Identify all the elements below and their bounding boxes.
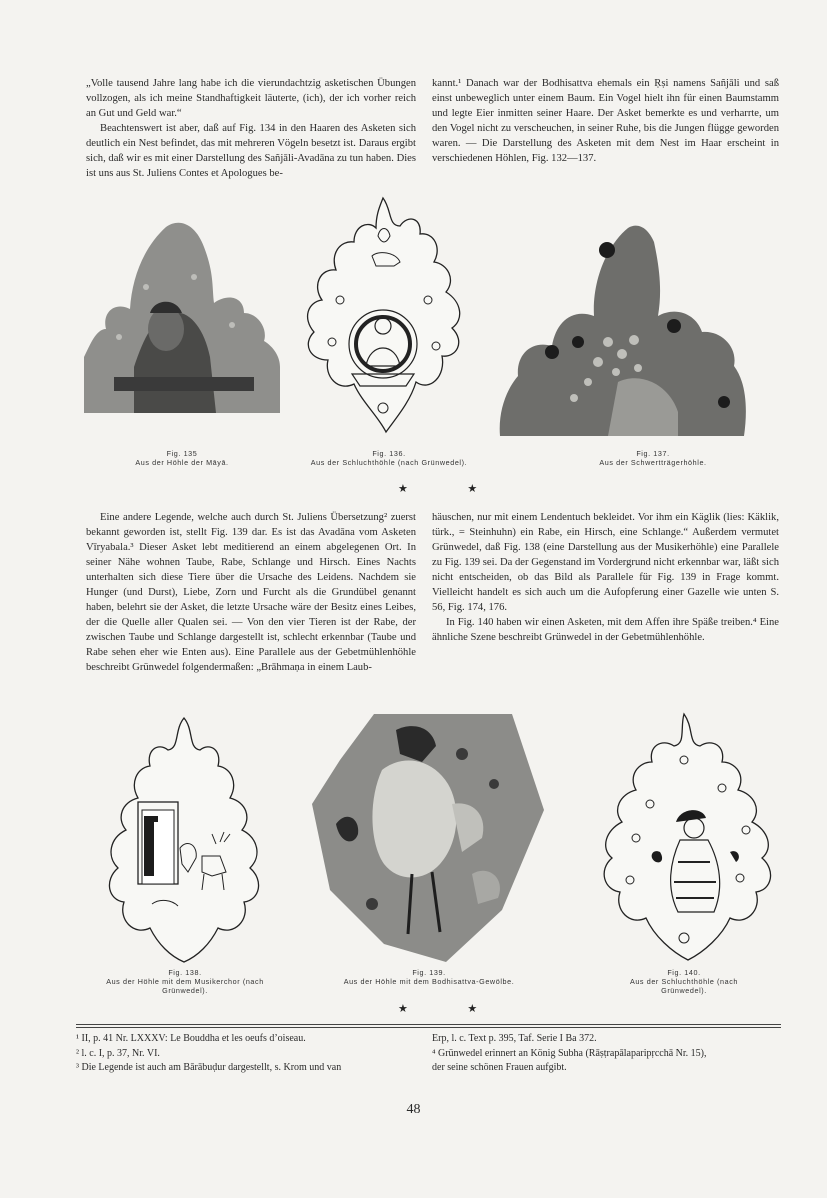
text-column-top-left bbox=[86, 76, 416, 181]
text-column-mid-left bbox=[86, 510, 416, 675]
footnote: Erp, l. c. Text p. 395, Taf. Serie I Ba 372. bbox=[432, 1033, 597, 1044]
paragraph: häuschen, nur mit einem Lendentuch bekleidet. Vor ihm ein Käglik (lies: Käklik, türk., = Steinhuhn) ein Rabe, ein Hirsch, eine Schlange.“ Außerdem vermutet Grünwedel, daß Fig. 138 (eine Darstellung aus der Musikerhöhle) eine Parallele zu Fig. 139 sei. Da der Gegenstand im Vordergrund nicht erkennbar war, läßt sich nicht entscheiden, ob das Bild als Parallele für Fig. 139 in Frage kommt. Vielleicht handelt es sich auch um die Aufopferung einer Gazelle wie unten S. 56, Fig. 174, 176. bbox=[432, 512, 779, 613]
figure-caption-text: Aus der Höhle der Māyā. bbox=[135, 458, 229, 467]
figure-caption-text: Aus der Schluchthöhle (nach Grünwedel). bbox=[629, 977, 739, 995]
figure-139-image bbox=[312, 714, 544, 962]
footnotes-left bbox=[76, 1032, 422, 1076]
footnote: ² l. c. I, p. 37, Nr. VI. bbox=[76, 1047, 160, 1059]
footnote: ³ Die Legende ist auch am Bārābuḍur dargestellt, s. Krom und van bbox=[76, 1062, 342, 1073]
figure-number: Fig. 136. bbox=[372, 449, 406, 458]
footnote-rule bbox=[76, 1027, 781, 1028]
figure-136-caption bbox=[290, 449, 488, 467]
figure-140-image bbox=[590, 712, 778, 964]
figure-139-caption bbox=[322, 968, 536, 986]
figure-138-caption bbox=[94, 968, 276, 995]
figure-caption-text: Aus der Höhle mit dem Musikerchor (nach Grünwedel). bbox=[106, 977, 264, 995]
figure-number: Fig. 139. bbox=[412, 968, 446, 977]
text-column-top-right bbox=[432, 76, 779, 166]
footnotes-right bbox=[432, 1032, 782, 1076]
figure-number: Fig. 140. bbox=[667, 968, 701, 977]
footnote-rule bbox=[76, 1024, 781, 1025]
figure-number: Fig. 135 bbox=[166, 449, 198, 458]
section-divider-stars: ★ ★ bbox=[398, 1002, 506, 1015]
figure-135-caption bbox=[110, 449, 254, 467]
figure-136-image bbox=[296, 196, 470, 438]
figure-caption-text: Aus der Höhle mit dem Bodhisattva-Gewölbe. bbox=[343, 977, 515, 986]
page-number: 48 bbox=[406, 1102, 421, 1117]
paragraph: In Fig. 140 haben wir einen Asketen, mit dem Affen ihre Späße treiben.⁴ Eine ähnliche Szene beschreibt Grünwedel in der Gebetmühlenhöhle. bbox=[432, 617, 779, 643]
footnote: ⁴ Grünwedel erinnert an König Subha (Rāṣṭrapālaparipṛcchā Nr. 15), bbox=[432, 1047, 707, 1059]
text-column-mid-right bbox=[432, 510, 779, 645]
figure-138-image bbox=[98, 714, 270, 966]
figure-number: Fig. 138. bbox=[168, 968, 202, 977]
figure-140-caption bbox=[614, 968, 754, 995]
paragraph: Eine andere Legende, welche auch durch St. Juliens Übersetzung² zuerst bekannt geworden ist, stellt Fig. 139 dar. Es ist das Avadāna vom Asketen Vīryabala.³ Dieser Asket lebt meditierend an einem abgelegenen Ort. In seiner Nähe wohnen Taube, Rabe, Schlange und Hirsch. Eines Nachts unterhalten sich diese Tiere über die Ursache des Leidens. Nachdem sie Hunger (und Durst), Liebe, Zorn und Furcht als die Grundübel genannt haben, belehrt sie der Asket, die letzte Ursache wäre der Besitz eines Leibes, der die Quelle aller Qualen sei. — Von den vier Tieren ist der Rabe, der zwischen Taube und Schlange dargestellt ist, schlecht erkennbar (Taube und Rabe sehen eher wie Enten aus). Eine Parallele aus der Gebetmühlenhöhle beschreibt Grünwedel folgendermaßen: „Brāhmaṇa in einem Laub- bbox=[86, 512, 416, 673]
figure-137-caption bbox=[580, 449, 726, 467]
section-divider-stars: ★ ★ bbox=[398, 482, 506, 495]
footnote: ¹ II, p. 41 Nr. LXXXV: Le Bouddha et les oeufs d’oiseau. bbox=[76, 1033, 306, 1044]
figure-135-image bbox=[84, 217, 280, 413]
figure-caption-text: Aus der Schwertträgerhöhle. bbox=[599, 458, 707, 467]
figure-number: Fig. 137. bbox=[636, 449, 670, 458]
figure-caption-text: Aus der Schluchthöhle (nach Grünwedel). bbox=[310, 458, 468, 467]
paragraph: kannt.¹ Danach war der Bodhisattva ehemals ein Ṛṣi namens Sañjāli und saß einst unbeweglich unter einem Baum. Ein Vogel hielt ihn für einen Baumstamm und legte Eier inmitten seiner Haare. Der Asket bemerkte es und verharrte, um den Vogel nicht zu verscheuchen, in seiner Ruhe, bis die Jungen flügge geworden waren. — Die Darstellung des Asketen mit dem Nest im Haar erscheint in verschiedenen Höhlen, Fig. 132—137. bbox=[432, 78, 779, 164]
figure-137-image bbox=[498, 222, 748, 438]
paragraph: Beachtenswert ist aber, daß auf Fig. 134 in den Haaren des Asketen sich deutlich ein Nest befindet, das mit mehreren Vögeln besetzt ist. Daraus ergibt sich, daß wir es mit einer Darstellung des Sañjāli-Avadāna zu tun haben. Dies ist uns aus St. Juliens Contes et Apologues be- bbox=[86, 123, 416, 179]
quote-paragraph: „Volle tausend Jahre lang habe ich die vierundachtzig asketischen Übungen vollzogen, als ich meine Standhaftigkeit läuterte, (ich), der ich vorher reich an Gut und Geld war.“ bbox=[86, 78, 416, 119]
footnote: der seine schönen Frauen aufgibt. bbox=[432, 1062, 567, 1073]
